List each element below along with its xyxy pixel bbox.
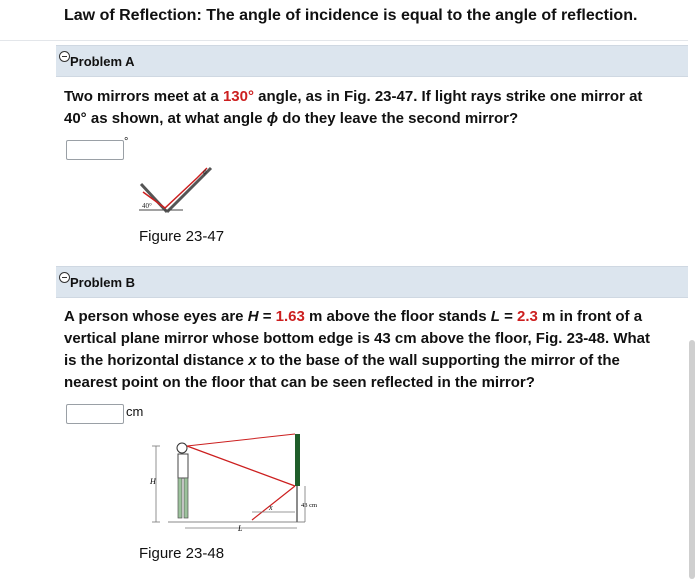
- law-of-reflection-text: Law of Reflection: The angle of incidence is equal to the angle of reflection.: [64, 7, 638, 24]
- ray-eye-to-mirror: [187, 446, 295, 486]
- mirror-angle-value: 130°: [222, 88, 254, 105]
- question-text: m in front of a: [537, 308, 643, 325]
- figure-23-48-caption: Figure 23-48: [139, 545, 225, 562]
- figure-23-47-caption: Figure 23-47: [139, 228, 225, 245]
- angle-40-label: 40°: [142, 202, 152, 210]
- question-text: A person whose eyes are: [64, 308, 248, 325]
- phi-label: ϕ: [203, 168, 207, 176]
- person-figure: [177, 443, 188, 518]
- x-label: x: [269, 503, 273, 512]
- question-text: to the base of the wall supporting the mirror of the: [256, 352, 620, 369]
- question-text: do they leave the second mirror?: [278, 110, 519, 127]
- question-text: vertical plane mirror whose bottom edge is 43 cm above the floor, Fig. 23-48. What: [64, 330, 650, 347]
- l-value: 2.3: [517, 308, 538, 325]
- h-value: 1.63: [275, 308, 305, 325]
- 43cm-label: 43 cm: [301, 502, 318, 509]
- var-x: x: [248, 352, 257, 369]
- question-text: 40° as shown, at what angle: [64, 110, 267, 127]
- problem-b-title: Problem B: [70, 275, 136, 290]
- collapse-minus-icon[interactable]: [59, 51, 70, 62]
- problem-b-question: [64, 306, 679, 394]
- problem-a-question: [64, 86, 679, 130]
- phi-symbol: ϕ: [266, 110, 279, 127]
- question-text: =: [258, 308, 276, 325]
- collapse-minus-icon[interactable]: [59, 272, 70, 283]
- question-text: =: [499, 308, 518, 325]
- ray-mirror-to-floor: [252, 486, 295, 520]
- problem-a-answer-input[interactable]: [66, 140, 124, 160]
- question-text: Two mirrors meet at a: [64, 88, 223, 105]
- l-label: L: [238, 524, 243, 533]
- question-text: m above the floor stands: [304, 308, 491, 325]
- question-text: nearest point on the floor that can be seen reflected in the mirror?: [64, 374, 535, 391]
- h-label: H: [150, 477, 156, 486]
- problem-b-unit: cm: [126, 404, 144, 419]
- page-header: [0, 0, 688, 41]
- problem-b-header[interactable]: [56, 266, 688, 298]
- problem-b-answer-input[interactable]: [66, 404, 124, 424]
- mirror: [295, 434, 300, 486]
- ray-top: [187, 434, 295, 446]
- problem-a-header[interactable]: [56, 45, 688, 77]
- var-l: L: [490, 308, 500, 325]
- figure-23-47: [135, 160, 225, 218]
- var-h: H: [247, 308, 259, 325]
- scrollbar[interactable]: [689, 340, 695, 579]
- problem-a-unit: °: [124, 136, 129, 148]
- question-text: angle, as in Fig. 23-47. If light rays strike one mirror at: [253, 88, 643, 105]
- problem-a-title: Problem A: [70, 54, 135, 69]
- figure-23-48: [140, 432, 318, 533]
- question-text: is the horizontal distance: [64, 352, 249, 369]
